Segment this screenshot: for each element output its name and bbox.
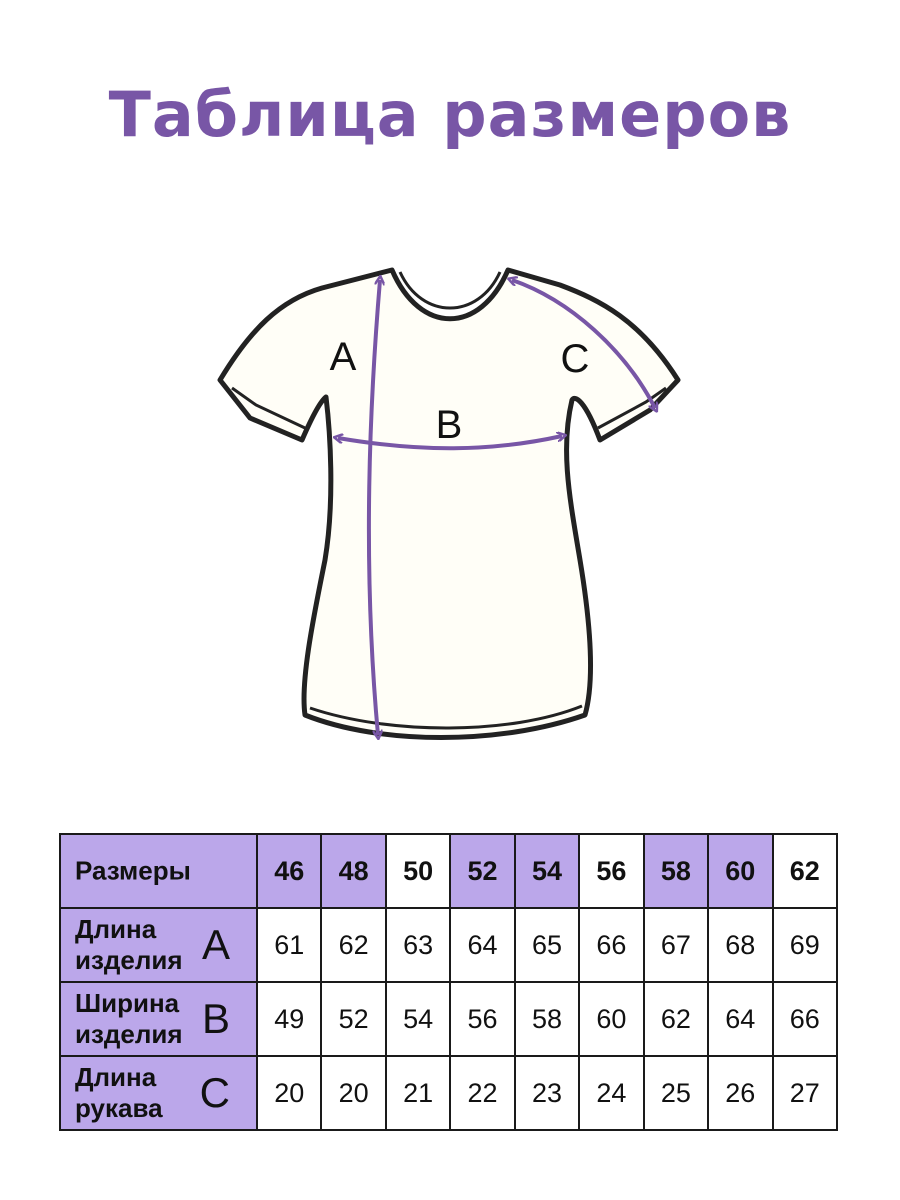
table-cell: 58 xyxy=(515,982,579,1056)
table-cell: 54 xyxy=(386,982,450,1056)
table-cell: 62 xyxy=(644,982,708,1056)
label-b: B xyxy=(435,403,463,447)
table-cell: 52 xyxy=(321,982,385,1056)
size-header: 50 xyxy=(386,834,450,908)
table-row-sleeve xyxy=(60,1056,837,1130)
row-label-line1: Ширина xyxy=(75,988,180,1018)
table-cell: 23 xyxy=(515,1056,579,1130)
size-header: 52 xyxy=(450,834,514,908)
table-row-length xyxy=(60,908,837,982)
size-header: 54 xyxy=(515,834,579,908)
size-header: 48 xyxy=(321,834,385,908)
table-cell: 66 xyxy=(579,908,643,982)
size-header: 58 xyxy=(644,834,708,908)
table-cell: 21 xyxy=(386,1056,450,1130)
row-label-cell xyxy=(60,1056,257,1130)
table-cell: 27 xyxy=(773,1056,838,1130)
size-header: 56 xyxy=(579,834,643,908)
row-label-line1: Длина xyxy=(75,1062,157,1092)
table-cell: 20 xyxy=(321,1056,385,1130)
row-label xyxy=(75,914,183,976)
table-cell: 63 xyxy=(386,908,450,982)
table-cell: 68 xyxy=(708,908,772,982)
table-cell: 67 xyxy=(644,908,708,982)
row-letter: B xyxy=(201,995,230,1042)
row-label-cell xyxy=(60,908,257,982)
row-label-line2: изделия xyxy=(75,1019,183,1049)
table-cell: 61 xyxy=(257,908,321,982)
table-cell: 65 xyxy=(515,908,579,982)
table-cell: 64 xyxy=(450,908,514,982)
header-label: Размеры xyxy=(75,855,191,886)
table-header-row xyxy=(60,834,837,908)
size-header: 60 xyxy=(708,834,772,908)
table-cell: 56 xyxy=(450,982,514,1056)
table-cell: 66 xyxy=(773,982,838,1056)
table-cell: 60 xyxy=(579,982,643,1056)
table-cell: 20 xyxy=(257,1056,321,1130)
size-header: 46 xyxy=(257,834,321,908)
table-cell: 26 xyxy=(708,1056,772,1130)
table-cell: 69 xyxy=(773,908,838,982)
tshirt-outline xyxy=(220,270,678,738)
table-cell: 25 xyxy=(644,1056,708,1130)
row-letter: C xyxy=(199,1069,230,1116)
table-cell: 24 xyxy=(579,1056,643,1130)
table-cell: 22 xyxy=(450,1056,514,1130)
label-c: C xyxy=(560,337,590,381)
size-header: 62 xyxy=(773,834,838,908)
row-label-line2: рукава xyxy=(75,1093,163,1123)
label-a: A xyxy=(329,335,357,379)
row-label-line1: Длина xyxy=(75,914,157,944)
table-cell: 64 xyxy=(708,982,772,1056)
table-row-width xyxy=(60,982,837,1056)
page-title: Таблица размеров xyxy=(108,78,792,151)
row-label-line2: изделия xyxy=(75,945,183,975)
row-label-cell xyxy=(60,982,257,1056)
row-label xyxy=(75,988,183,1050)
table-cell: 62 xyxy=(321,908,385,982)
row-letter: A xyxy=(201,921,230,968)
table-cell: 49 xyxy=(257,982,321,1056)
header-label-cell xyxy=(60,834,257,908)
size-table xyxy=(59,833,838,1131)
row-label xyxy=(75,1062,163,1124)
